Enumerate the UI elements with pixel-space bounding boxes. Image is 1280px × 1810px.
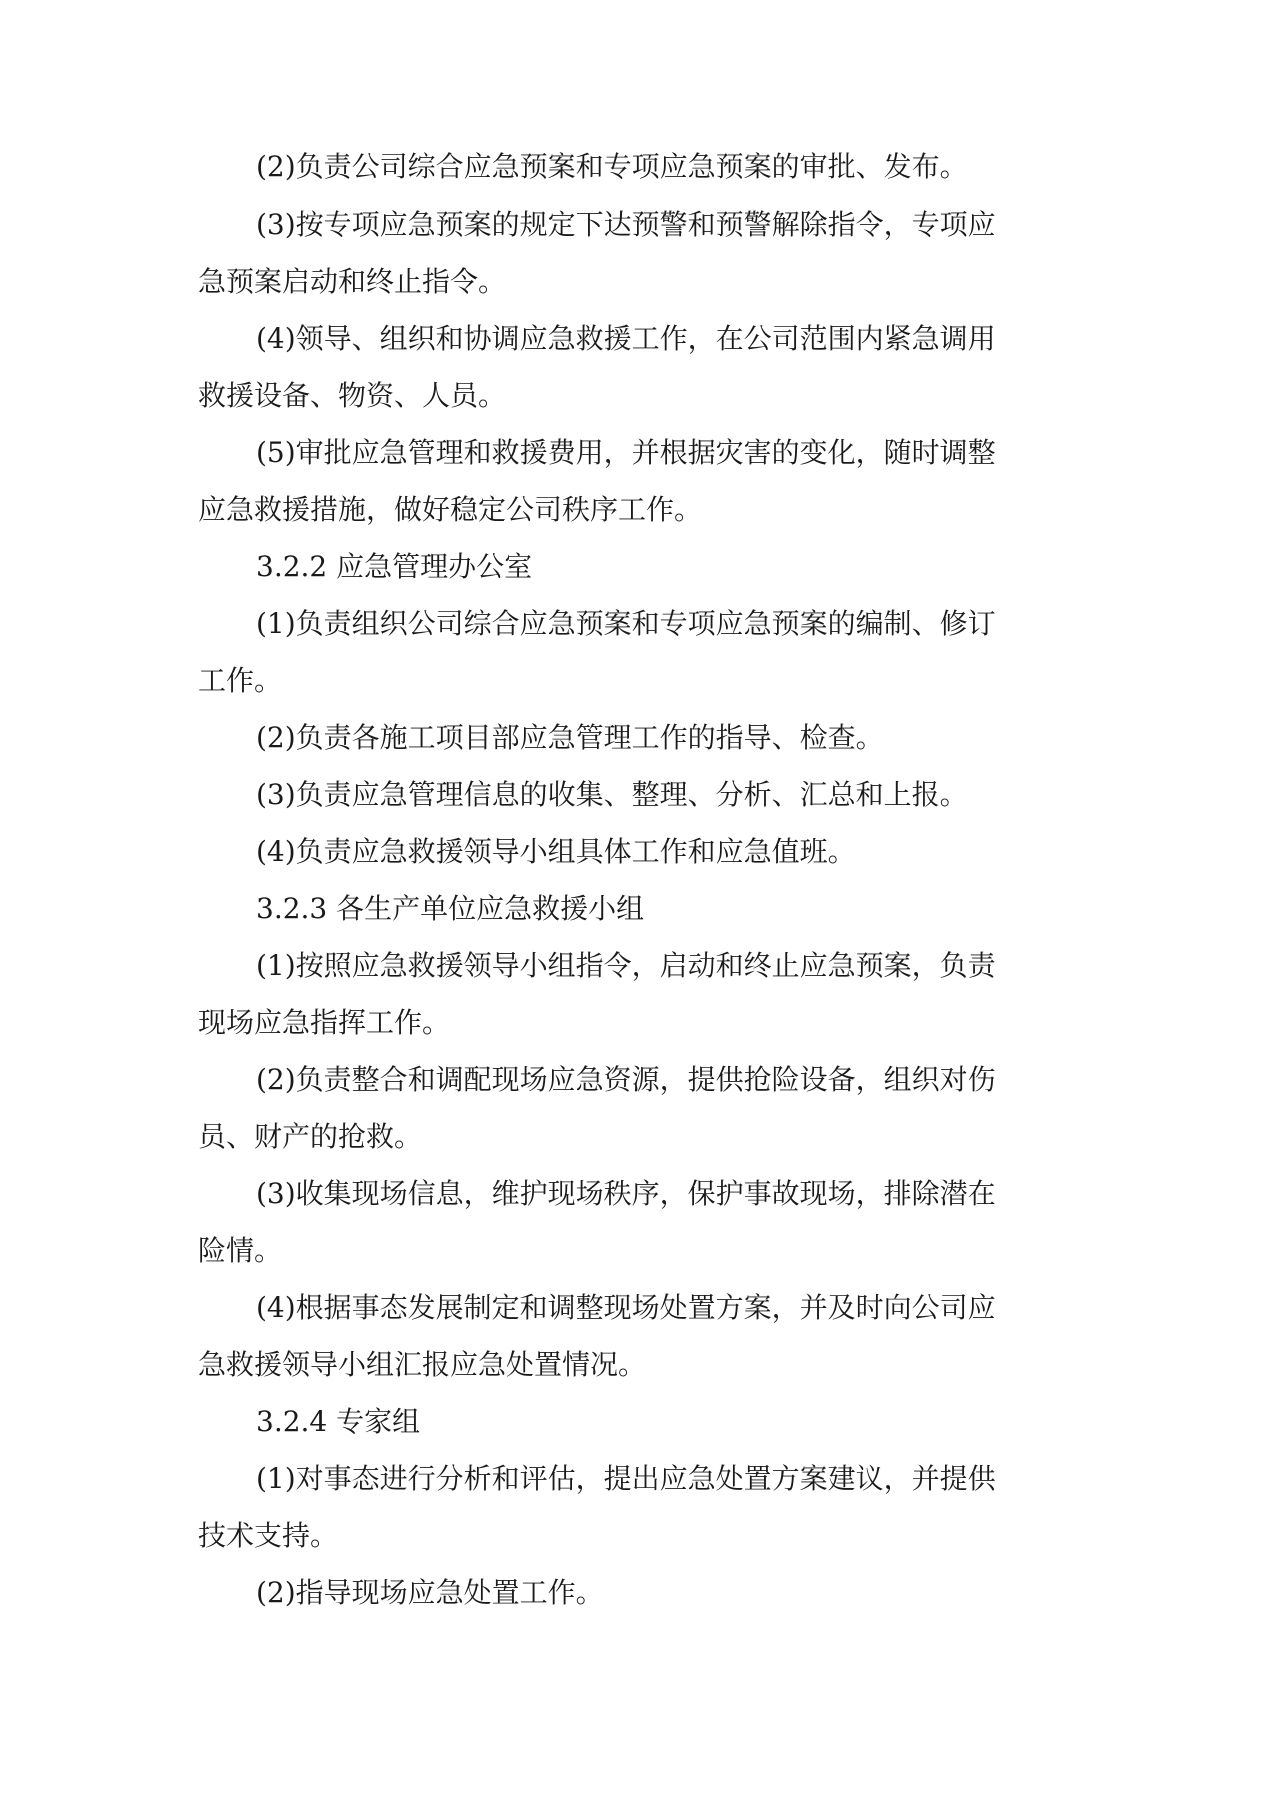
- text-line: 险情。: [198, 1234, 283, 1267]
- paragraph: [198, 310, 1098, 424]
- heading-text: 3.2.4 专家组: [256, 1405, 421, 1438]
- text-line: (2)负责各施工项目部应急管理工作的指导、检查。: [256, 721, 884, 754]
- paragraph: [198, 595, 1098, 709]
- text-line: (2)负责整合和调配现场应急资源，提供抢险设备，组织对伤: [256, 1063, 996, 1096]
- paragraph: [198, 937, 1098, 1051]
- text-line: 急预案启动和终止指令。: [198, 265, 507, 298]
- text-line: 救援设备、物资、人员。: [198, 379, 507, 412]
- text-line: (2)指导现场应急处置工作。: [256, 1576, 604, 1609]
- text-line: 急救援领导小组汇报应急处置情况。: [198, 1348, 647, 1381]
- text-line: (4)领导、组织和协调应急救援工作，在公司范围内紧急调用: [256, 322, 996, 355]
- paragraph: [198, 196, 1098, 310]
- section-heading-3-2-2: [198, 538, 1098, 595]
- text-line: (2)负责公司综合应急预案和专项应急预案的审批、发布。: [256, 150, 968, 183]
- section-heading-3-2-3: [198, 880, 1098, 937]
- paragraph: [198, 138, 1098, 195]
- paragraph: [198, 766, 1098, 823]
- text-line: (3)按专项应急预案的规定下达预警和预警解除指令，专项应: [256, 208, 996, 241]
- text-line: (1)对事态进行分析和评估，提出应急处置方案建议，并提供: [256, 1462, 996, 1495]
- paragraph: [198, 709, 1098, 766]
- text-line: (5)审批应急管理和救援费用，并根据灾害的变化，随时调整: [256, 436, 996, 469]
- text-line: (4)负责应急救援领导小组具体工作和应急值班。: [256, 835, 856, 868]
- text-line: (1)负责组织公司综合应急预案和专项应急预案的编制、修订: [256, 607, 996, 640]
- heading-text: 3.2.2 应急管理办公室: [256, 550, 533, 583]
- text-line: 技术支持。: [198, 1519, 339, 1552]
- text-line: 工作。: [198, 664, 283, 697]
- paragraph: [198, 1450, 1098, 1564]
- text-line: (4)根据事态发展制定和调整现场处置方案，并及时向公司应: [256, 1291, 996, 1324]
- text-line: (1)按照应急救援领导小组指令，启动和终止应急预案，负责: [256, 949, 996, 982]
- paragraph: [198, 1051, 1098, 1165]
- text-line: (3)负责应急管理信息的收集、整理、分析、汇总和上报。: [256, 778, 968, 811]
- text-line: 应急救援措施，做好稳定公司秩序工作。: [198, 493, 703, 526]
- paragraph: [198, 823, 1098, 880]
- paragraph: [198, 1564, 1098, 1621]
- section-heading-3-2-4: [198, 1393, 1098, 1450]
- paragraph: [198, 1165, 1098, 1279]
- text-line: 现场应急指挥工作。: [198, 1006, 451, 1039]
- paragraph: [198, 424, 1098, 538]
- paragraph: [198, 1279, 1098, 1393]
- text-line: 员、财产的抢救。: [198, 1120, 423, 1153]
- heading-text: 3.2.3 各生产单位应急救援小组: [256, 892, 645, 925]
- text-line: (3)收集现场信息，维护现场秩序，保护事故现场，排除潜在: [256, 1177, 996, 1210]
